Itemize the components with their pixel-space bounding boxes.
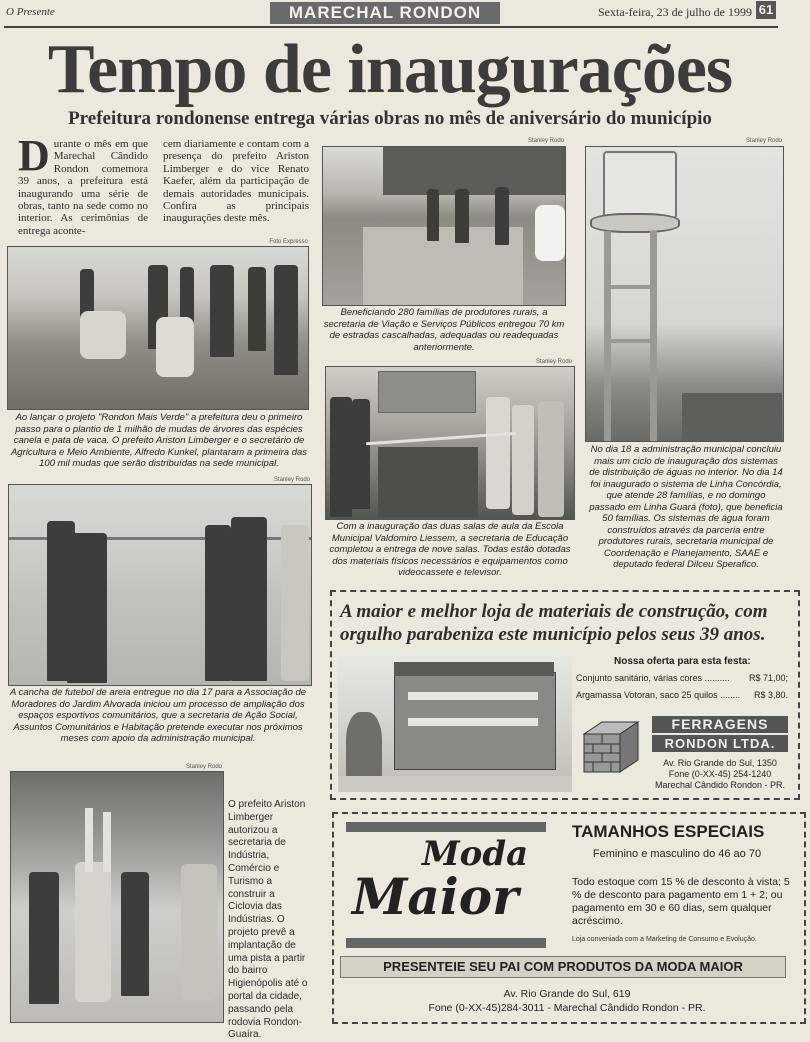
store-name-line-1: FERRAGENS — [652, 716, 788, 733]
photo-school-ribbon — [325, 366, 575, 520]
bricks-icon — [580, 718, 642, 774]
moda-offer-text: Todo estoque com 15 % de desconto à vista; 5 % de desconto para pagamento em 1 + 2; ou pagamento em 30 e 60 dias, sem qualquer acréscimo. — [572, 876, 790, 927]
moda-phone: Fone (0-XX-45)284-3011 - Marechal Cândido Rondon - PR. — [428, 1002, 706, 1014]
store-address: Av. Rio Grande do Sul, 1350 — [663, 758, 777, 768]
logo-bar-top — [346, 822, 546, 832]
store-name-line-2: RONDON LTDA. — [652, 735, 788, 752]
intro-column-2: cem diariamente e contam com a presença do prefeito Ariston Limberger e do vice Renato Kaefer, além da participação de demais autoridades municipais. Confira as principais inaugurações deste mês. — [163, 138, 309, 225]
offer-line — [576, 690, 788, 700]
article-subtitle: Prefeitura rondonense entrega várias obras no mês de aniversário do município — [68, 108, 712, 129]
photo-credit: Stanley Rodo — [273, 477, 310, 483]
article-title: Tempo de inaugurações — [47, 31, 733, 108]
moda-sizes: Feminino e masculino do 46 ao 70 — [592, 848, 762, 860]
offer-item: Conjunto sanitário, várias cores .......... — [576, 673, 730, 683]
drop-cap: D — [18, 131, 50, 180]
photo-caption: No dia 18 a administração municipal concluiu mais um ciclo de inauguração dos sistemas de distribuição de águas no interior. No dia 14 foi inaugurado o sistema de Linha Concórdia, que atende 28 famílias, e no domingo passado em Linha Guará (foto), que beneficia 50 famílias. Os sistemas de água foram construídos através da parceria entre produtores rurais, secretaria municipal de Coordenação e Planejamento, SAAE e deputado federal Dilceu Sperafico. — [589, 444, 783, 570]
page-number: 61 — [756, 1, 776, 19]
store-city: Marechal Cândido Rondon - PR. — [654, 780, 786, 790]
moda-banner: PRESENTEIE SEU PAI COM PRODUTOS DA MODA MAIOR — [340, 956, 786, 978]
photo-caption: Beneficiando 280 famílias de produtores rurais, a secretaria de Viação e Serviços Públicos entregou 70 km de estradas cascalhadas, adequadas ou readequadas anteriormente. — [323, 307, 565, 353]
moda-title: TAMANHOS ESPECIAIS — [572, 822, 765, 841]
photo-tree-planting — [7, 246, 309, 410]
offer-price: R$ 71,00; — [748, 673, 788, 683]
photo-caption: Ao lançar o projeto "Rondon Mais Verde" a prefeitura deu o primeiro passo para o plantio de 1 milhão de mudas de árvores das espécies canela e pata de vaca. O prefeito Ariston Limberger e o secretário de Agricultura e Meio Ambiente, Alfredo Kunkel, plantaram a primeira das 100 mil mudas que serão distribuídas na sede municipal. — [10, 412, 308, 469]
offer-item: Argamassa Votoran, saco 25 quilos ........ — [576, 690, 741, 700]
ad-store-photo — [338, 652, 572, 792]
section-banner: MARECHAL RONDON — [270, 2, 500, 24]
photo-credit: Stanley Rodo — [535, 359, 572, 365]
offer-line — [576, 673, 788, 683]
photo-caption: Com a inauguração das duas salas de aula da Escola Municipal Valdomiro Liessem, a secretaria de Educação completou a entrega de nove salas. Todas estão dotadas dos materiais físicos necessários e equipamentos como videocassete e televisor. — [329, 521, 571, 578]
photo-credit: Foto Expresso — [269, 239, 308, 245]
offer-title: Nossa oferta para esta festa: — [614, 656, 751, 667]
intro-column-1 — [18, 131, 148, 237]
logo-line-2: Maior — [352, 867, 519, 926]
photo-caption: A cancha de futebol de areia entregue no dia 17 para a Associação de Moradores do Jardim Alvorada iniciou um processo de ampliação dos espaços esportivos comunitários, que a secretaria de Ação Social, Assuntos Comunitários e Habitação pretende executar nos próximos meses com apoio da administração municipal. — [9, 687, 307, 744]
photo-rural-road — [322, 146, 566, 306]
logo-bar-bottom — [346, 938, 546, 948]
ad-ferragens-headline: A maior e melhor loja de materiais de construção, com orgulho parabeniza este município pelos seus 39 anos. — [340, 601, 768, 645]
issue-date: Sexta-feira, 23 de julho de 1999 — [598, 5, 752, 19]
photo-credit: Stanley Rodo — [185, 764, 222, 770]
offer-price: R$ 3,80. — [753, 690, 788, 700]
photo-water-tower — [585, 146, 784, 442]
moda-maior-logo — [352, 834, 542, 926]
photo-bike-path-ceremony — [10, 771, 224, 1023]
photo-sand-soccer-field — [8, 484, 312, 686]
moda-address: Av. Rio Grande do Sul, 619 — [503, 988, 631, 1000]
bike-path-text: O prefeito Ariston Limberger autorizou a secretaria de Indústria, Comércio e Turismo a construir a Ciclovia das Indústrias. O projeto prevê a implantação de uma pista a partir do bairro Higienópolis até o portal da cidade, passando pela rodovia Rondon-Guaíra. — [228, 799, 308, 1041]
logo-line-1: Moda — [422, 834, 529, 874]
store-phone: Fone (0-XX-45) 254-1240 — [668, 769, 772, 779]
photo-credit: Stanley Rodo — [527, 138, 564, 144]
publication-name: O Presente — [6, 6, 55, 18]
photo-credit: Stanley Rodo — [745, 138, 782, 144]
intro-text-1: urante o mês em que Marechal Cândido Rondon comemora 39 anos, a prefeitura está inaugurando uma série de obras, tanto na sede como no interior. As cerimônias de entrega aconte- — [18, 138, 148, 237]
moda-small-print: Loja conveniada com a Marketing de Consumo e Evolução. — [572, 936, 757, 943]
